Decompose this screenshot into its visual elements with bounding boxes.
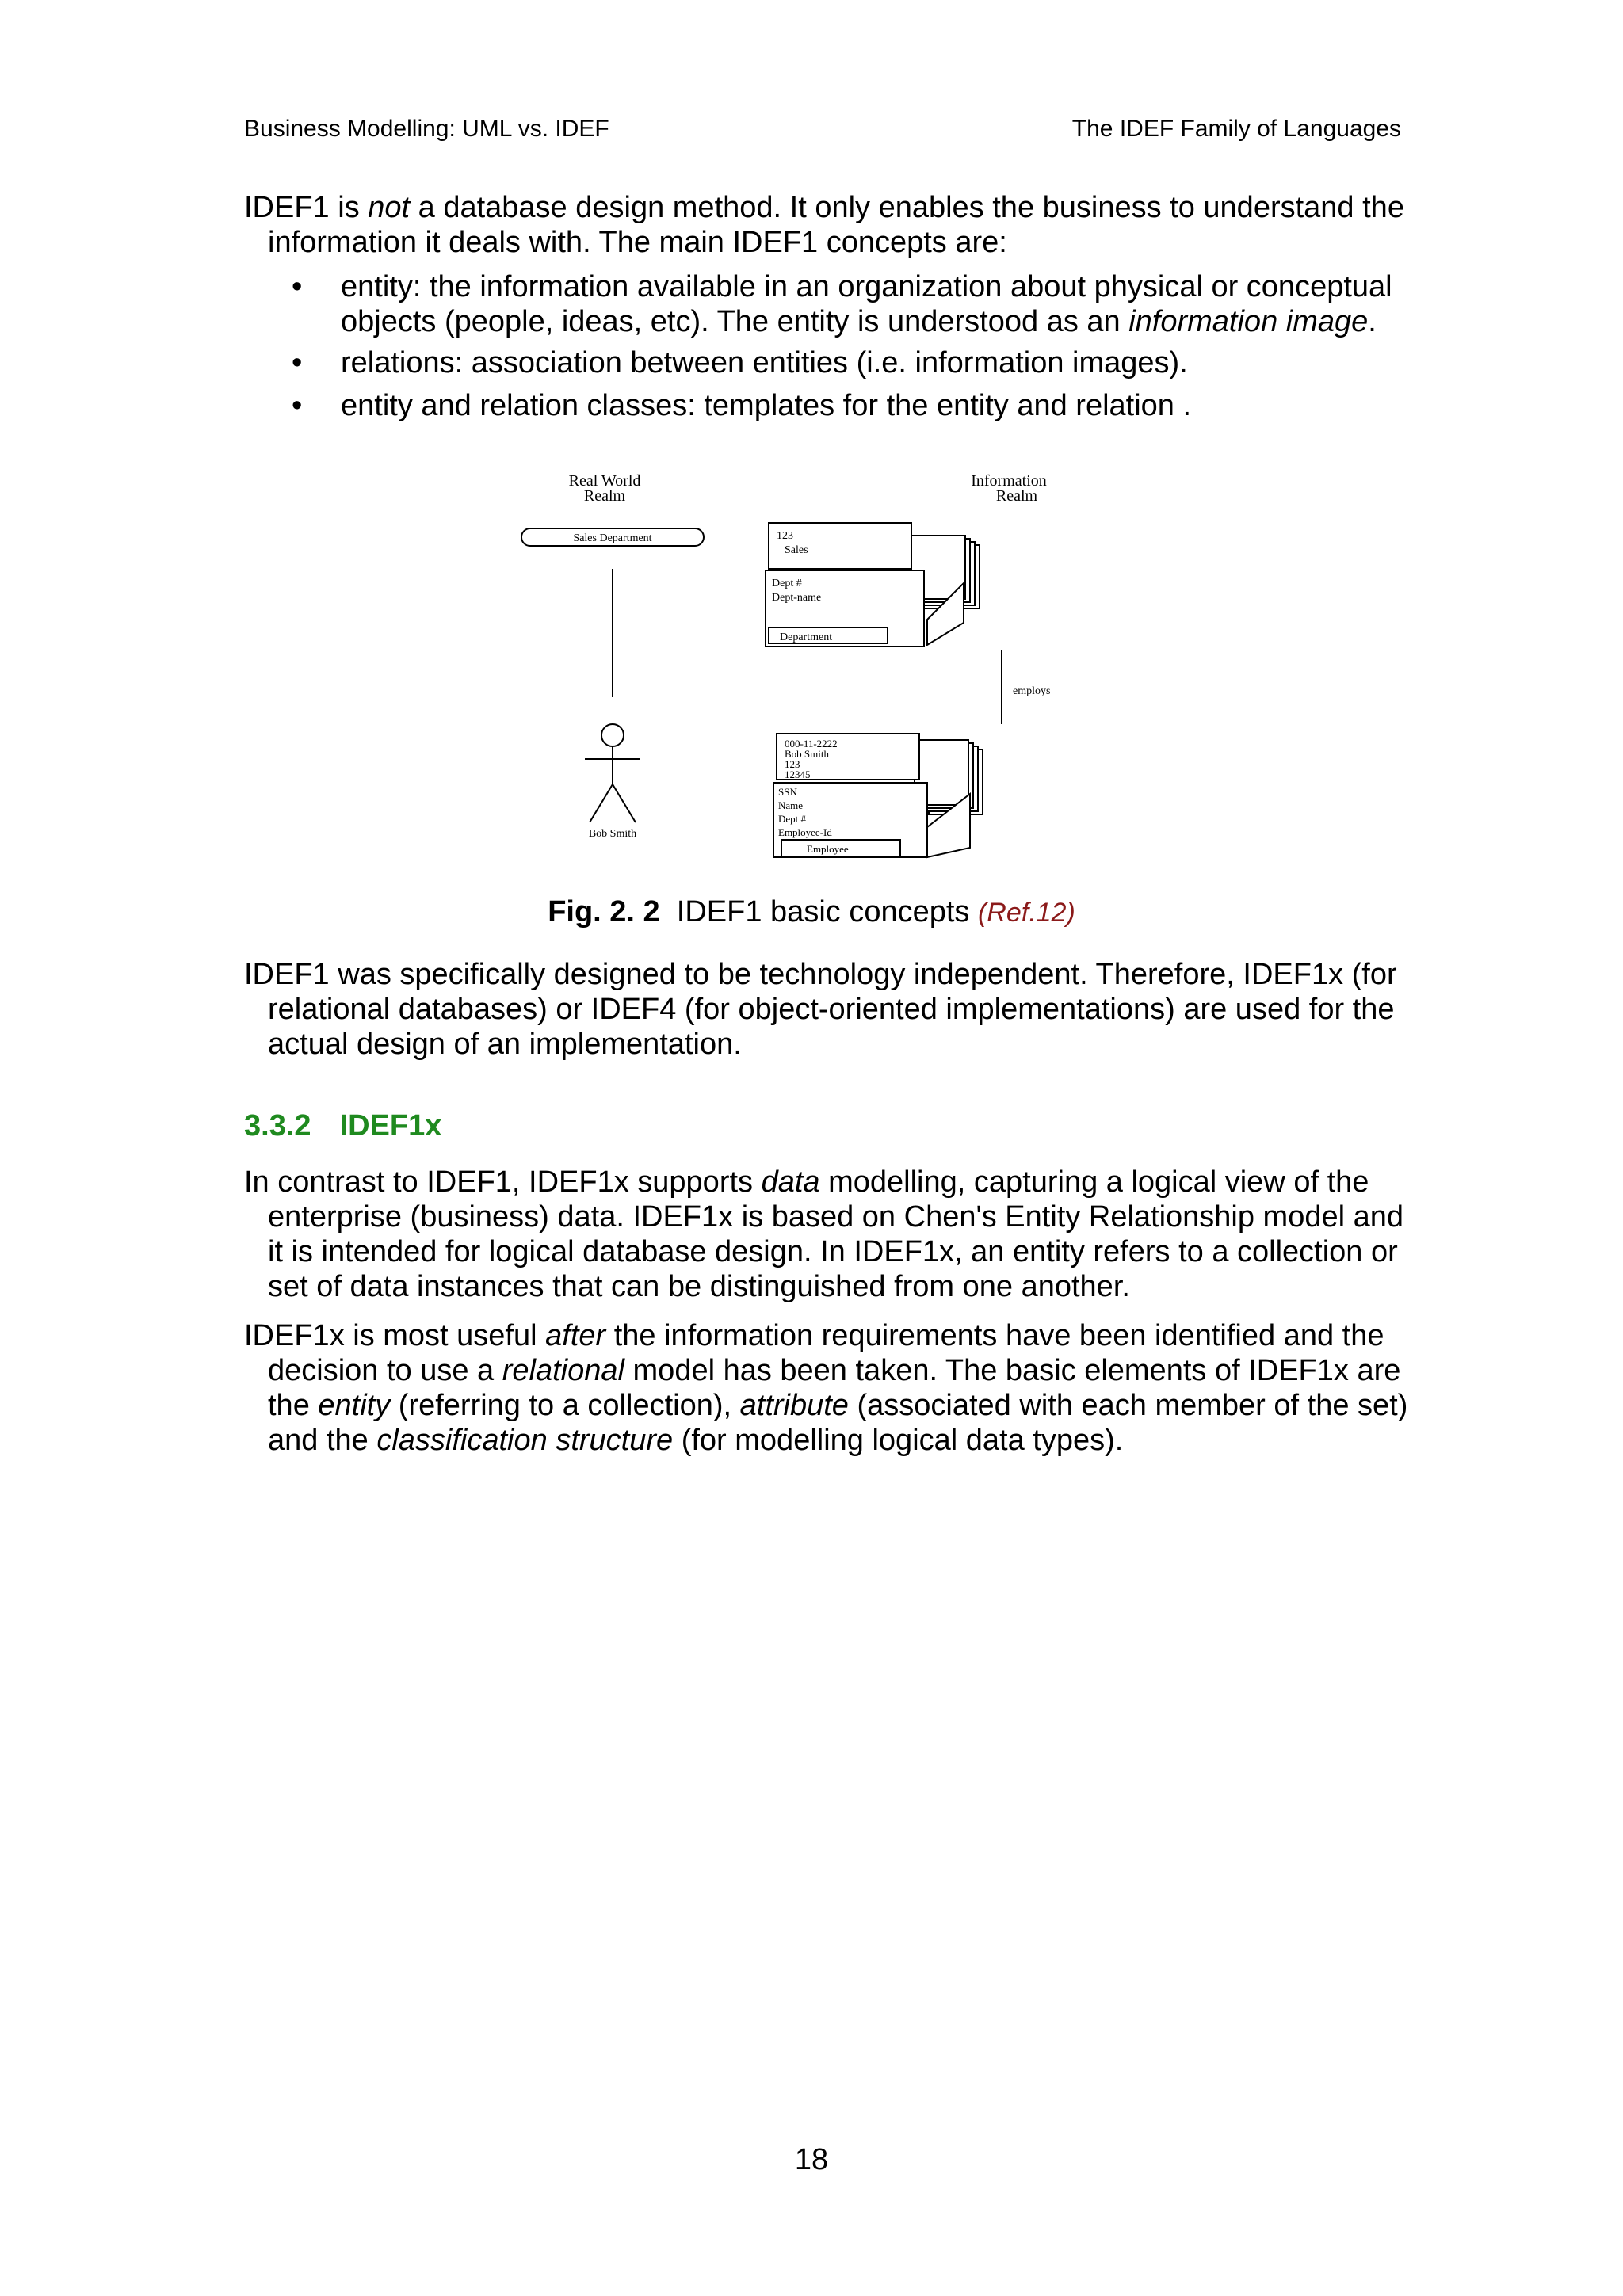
section-heading (244, 1109, 441, 1143)
technology-paragraph: IDEF1 was specifically designed to be technology independent. Therefore, IDEF1x (for relational databases) or IDEF4 (for object-oriented implementations) are used for the actual design of an implementation. (244, 958, 1397, 1061)
page-header (244, 116, 1401, 143)
caption-text: IDEF1 basic concepts (676, 895, 970, 929)
dept-attr-2: Dept-name (772, 592, 822, 604)
bullet-text: entity: the information available in an organization about physical or conceptual objects (people, ideas, etc). The entity is understood as an (341, 270, 1392, 338)
p4-emphasis-4: attribute (739, 1389, 849, 1422)
bullet-icon: • (292, 270, 303, 303)
page-number: 18 (794, 2143, 829, 2176)
real-world-label-1: Real World (568, 472, 641, 490)
emp-card-ssn: 000-11-2222 (785, 738, 838, 749)
idef1x-paragraph-2 (244, 1318, 1409, 1458)
p4-emphasis-3: entity (318, 1389, 391, 1422)
idef1x-paragraph-1 (244, 1165, 1409, 1304)
list-item (244, 388, 1409, 423)
info-realm-label-2: Realm (995, 487, 1038, 505)
list-item (244, 269, 1409, 339)
caption-label: Fig. 2. 2 (548, 895, 660, 929)
p4-emphasis-1: after (545, 1319, 606, 1352)
list-item (244, 345, 1409, 380)
section-number: 3.3.2 (244, 1109, 311, 1142)
employs-label: employs (1013, 685, 1051, 697)
emp-card-id: 12345 (785, 769, 811, 780)
intro-emphasis: not (368, 191, 411, 224)
p3-text-b: modelling, capturing a logical view of the enterprise (business) data. IDEF1x is based on Chen's Entity Relationship model and it is intended for logical database design. In IDEF1x, an entity refers to a collection or set of data instances that can be distinguished from one another. (268, 1165, 1404, 1303)
dept-card-name: Sales (785, 544, 808, 556)
p4-emphasis-5: classification structure (376, 1424, 674, 1457)
p4-text-f: (for modelling logical data types). (673, 1424, 1124, 1457)
emp-attr-1: SSN (778, 786, 797, 798)
info-realm-label-1: Information (971, 472, 1047, 490)
intro-text-b: a database design method. It only enables the business to understand the information it deals with. The main IDEF1 concepts are: (268, 191, 1404, 259)
bullet-emphasis: information image (1128, 305, 1369, 338)
emp-attr-4: Employee-Id (778, 826, 832, 838)
bob-smith-label: Bob Smith (588, 828, 637, 840)
emp-entity-label: Employee (807, 843, 849, 855)
idef1-figure (507, 467, 1157, 864)
bullet-icon: • (292, 346, 303, 379)
sales-department-label: Sales Department (573, 532, 652, 544)
emp-card-dept: 123 (785, 758, 800, 770)
p4-emphasis-2: relational (502, 1354, 624, 1387)
header-left: Business Modelling: UML vs. IDEF (244, 116, 609, 142)
intro-paragraph (244, 190, 1409, 260)
emp-attr-2: Name (778, 799, 804, 811)
header-right: The IDEF Family of Languages (1071, 116, 1401, 142)
intro-block (244, 190, 1409, 423)
intro-text-a: IDEF1 is (244, 191, 369, 224)
bullet-text: relations: association between entities (i.e. information images). (341, 346, 1188, 379)
p4-text-d: (referring to a collection), (390, 1389, 740, 1422)
dept-attr-1: Dept # (772, 578, 802, 589)
p4-text-a: IDEF1x is most useful (244, 1319, 546, 1352)
real-world-label-2: Realm (583, 487, 626, 505)
p4-text-b: the information requirements have been identified and the decision to use a (268, 1319, 1384, 1387)
dept-card-id: 123 (777, 530, 793, 542)
figure-caption (0, 895, 1623, 929)
p4-text-c: model has been taken. The basic elements of IDEF1x are the (268, 1354, 1401, 1422)
bullet-icon: • (292, 389, 303, 422)
idef1x-paragraph-block (244, 1165, 1409, 1458)
bullet-text-end: . (1368, 305, 1377, 338)
section-title: IDEF1x (339, 1109, 442, 1142)
concept-list (244, 269, 1409, 423)
p3-text-a: In contrast to IDEF1, IDEF1x supports (244, 1165, 762, 1199)
emp-card-name: Bob Smith (785, 748, 829, 760)
caption-reference: (Ref.12) (977, 898, 1075, 928)
p4-text-e: (associated with each member of the set) and the (268, 1389, 1408, 1457)
technology-paragraph-block (244, 957, 1409, 1062)
stick-figure-icon (585, 724, 640, 822)
p3-emphasis: data (761, 1165, 820, 1199)
emp-attr-3: Dept # (778, 813, 807, 825)
bullet-text: entity and relation classes: templates for the entity and relation . (341, 389, 1192, 422)
dept-entity-label: Department (780, 631, 833, 643)
